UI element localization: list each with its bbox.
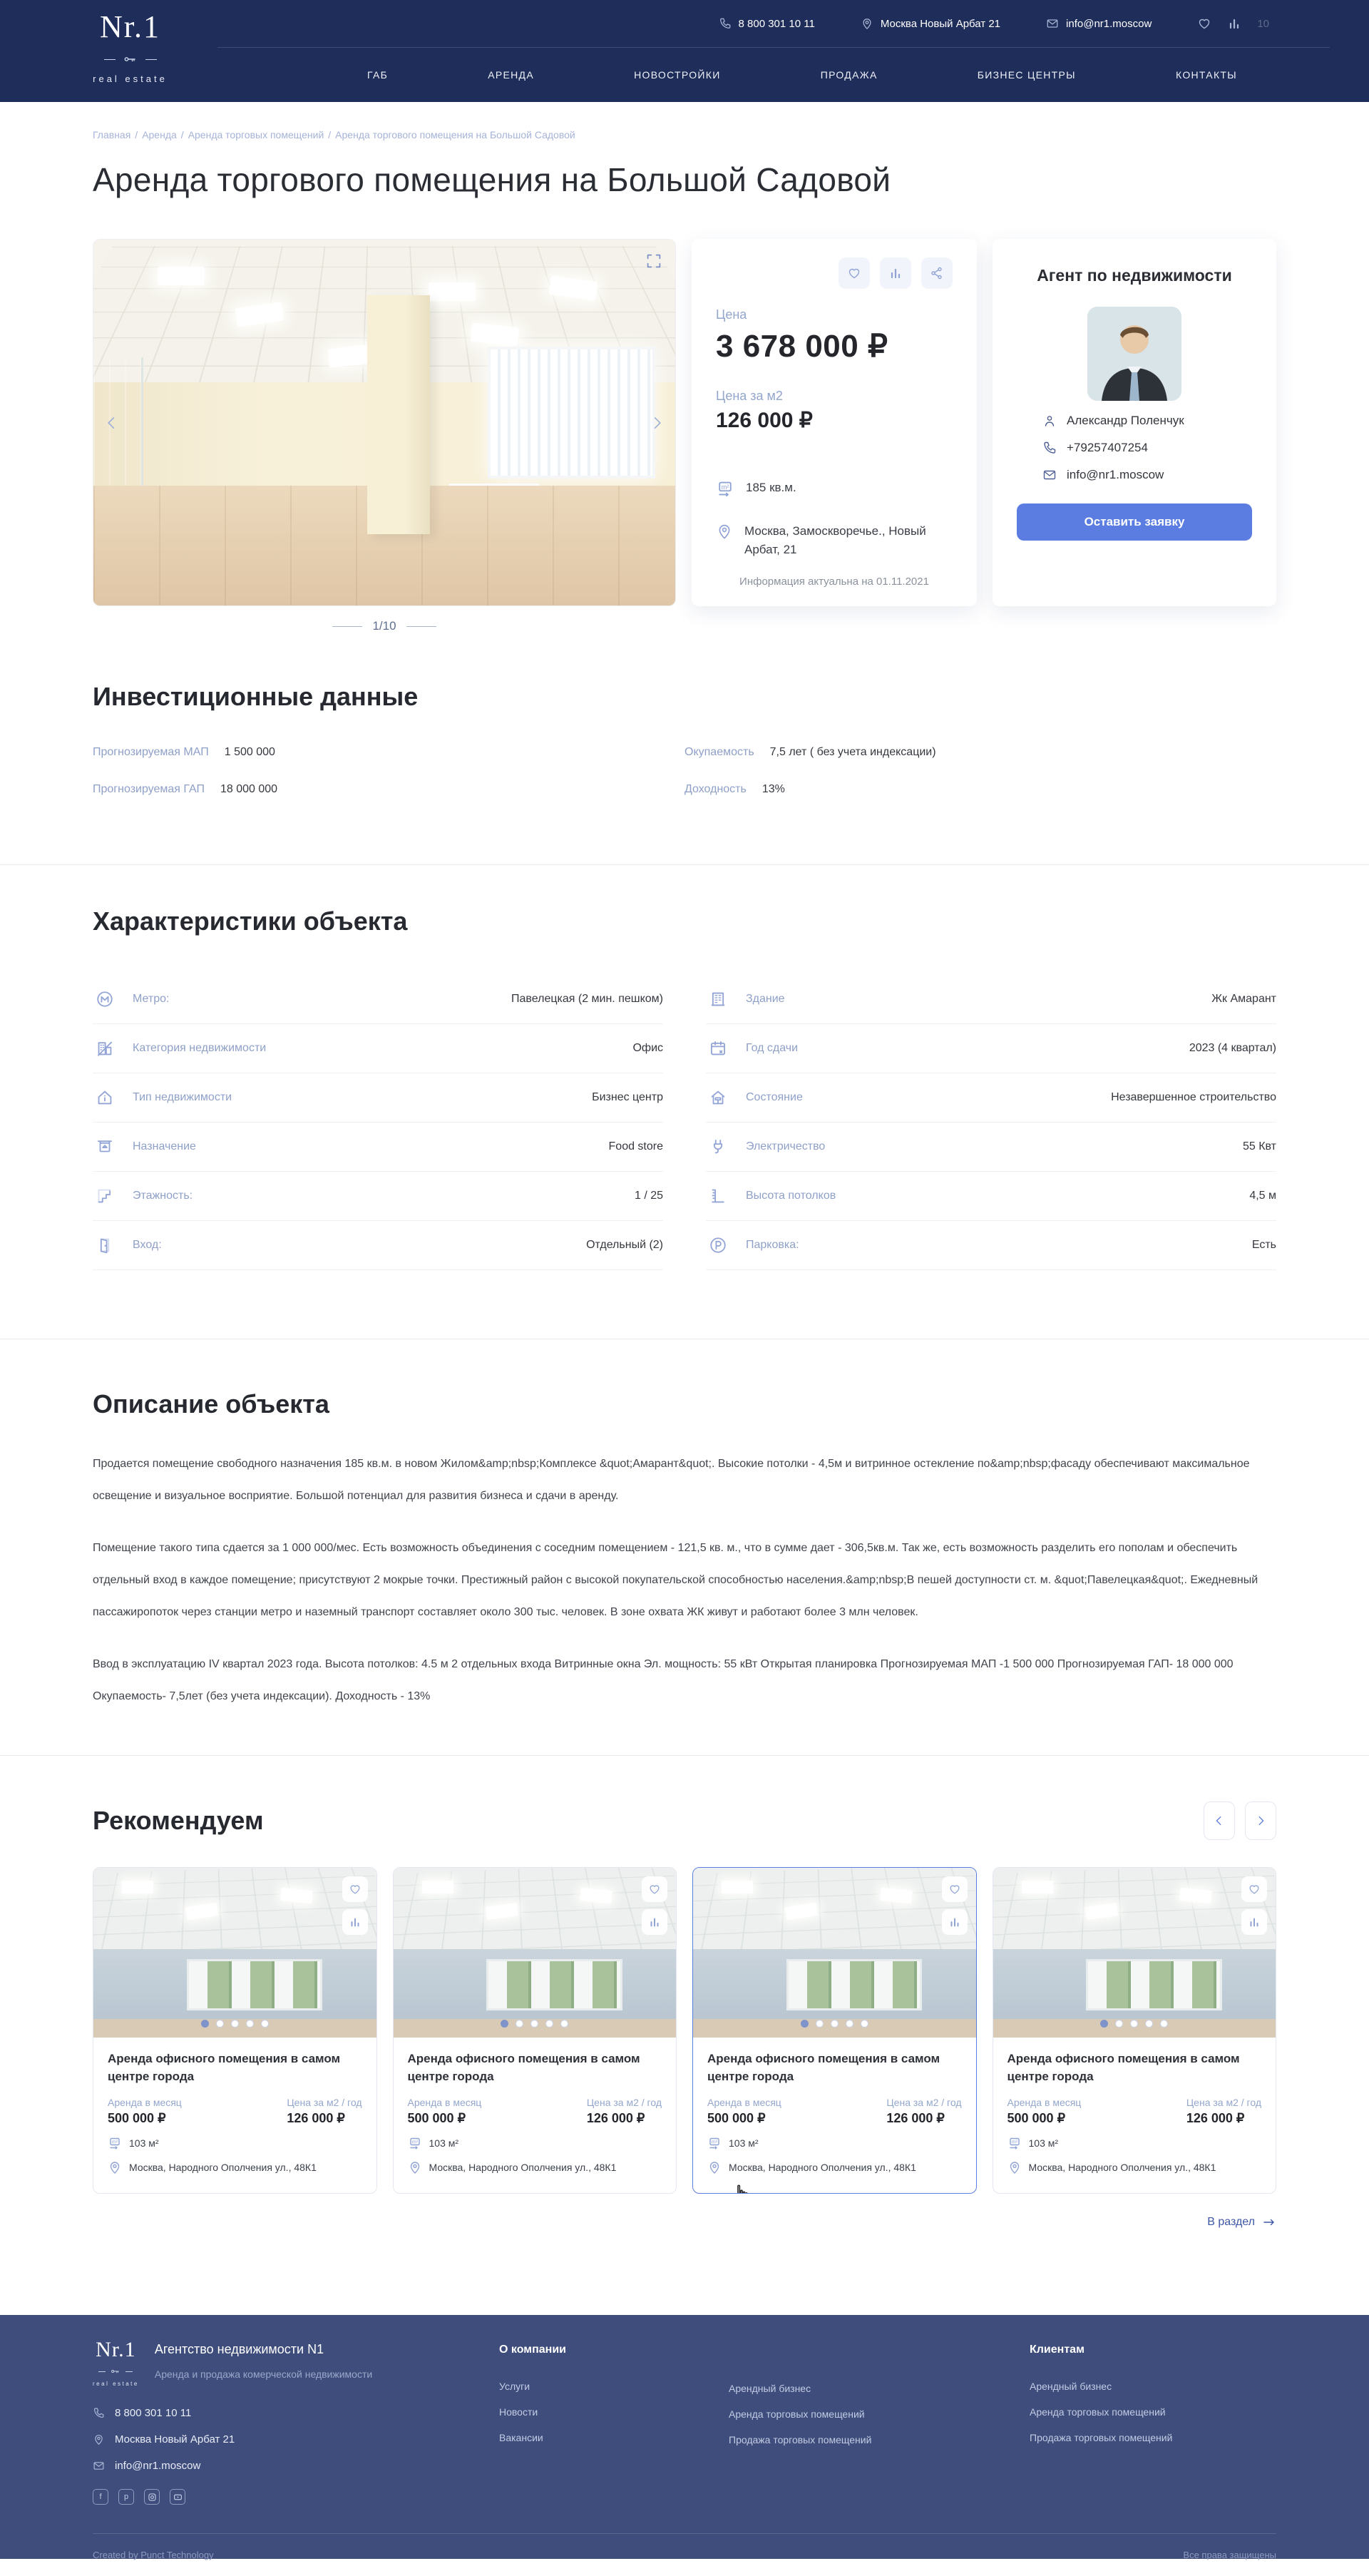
price-m2-value: 126 000 ₽ [716,409,813,432]
area-icon [408,2136,422,2150]
carousel-dot[interactable] [1130,2020,1138,2028]
char-row-condition: Состояние Незавершенное строительство [706,1073,1276,1123]
card-carousel-dots [693,2020,976,2028]
characteristics-section [0,864,1369,1339]
footer-link-rental-business[interactable]: Арендный бизнес [1030,2381,1112,2393]
person-icon [1042,414,1057,428]
char-row-building: Здание Жк Амарант [706,975,1276,1024]
footer-link-vacancies[interactable]: Вакансии [499,2432,543,2444]
gallery-next-button[interactable] [648,414,665,431]
footer-created-by: Created by Punct Technology [93,2550,214,2561]
card-carousel-dots [93,2020,376,2028]
card-photo [394,1868,677,2038]
agent-email-row[interactable]: info@nr1.moscow [1042,468,1252,482]
header-phone[interactable]: 8 800 301 10 11 [719,17,815,30]
heart-icon [948,1883,961,1896]
request-button[interactable]: Оставить заявку [1017,504,1252,541]
nav-item-arenda[interactable]: АРЕНДА [488,69,534,81]
location-icon [861,17,873,30]
ceiling-height-icon [709,1187,727,1205]
card-carousel-dots [993,2020,1276,2028]
card-title: Аренда офисного помещения в самом центре города [108,2052,341,2083]
recommended-card[interactable]: Аренда офисного помещения в самом центре города Аренда в месяц 500 000 ₽ Цена за м2 / год 126 000 ₽ m² 103 м² Москва, Народного Ополчения ул., 48К1 [93,1867,377,2194]
carousel-dot[interactable] [231,2020,239,2028]
nav-item-gab[interactable]: ГАБ [367,69,389,81]
investment-map: Прогнозируемая МАП 1 500 000 [93,746,275,758]
svg-text:m²: m² [411,2140,418,2145]
footer-email[interactable]: info@nr1.moscow [93,2460,499,2472]
carousel-dot[interactable] [1160,2020,1168,2028]
signboard-icon [96,1138,114,1156]
chart-bars-icon [888,266,903,280]
mail-icon [1042,468,1057,482]
card-carousel-dots [394,2020,677,2028]
footer-link-rent-retail[interactable]: Аренда торговых помещений [1030,2406,1166,2418]
nav-item-novostroyki[interactable]: НОВОСТРОЙКИ [634,69,721,81]
footer-column-about: О компании Услуги Новости Вакансии [499,2344,566,2444]
agent-phone-row[interactable]: +79257407254 [1042,441,1252,455]
door-icon [96,1236,114,1254]
card-favorite-button[interactable] [642,1876,667,1902]
char-row-entrance: Вход: Отдельный (2) [93,1221,663,1270]
area-icon [716,479,734,498]
recommended-card-hovered[interactable]: Аренда офисного помещения в самом центре города Аренда в месяц 500 000 ₽ Цена за м2 / год 126 000 ₽ m² 103 м² Москва, Народного Ополчения ул., 48К1 [692,1867,977,2194]
compare-icon[interactable] [1227,16,1241,31]
recommended-prev-button[interactable] [1204,1801,1235,1840]
footer-link-rental-business[interactable]: Арендный бизнес [729,2383,811,2395]
card-area-row: m² 103 м² [408,2136,662,2150]
carousel-dot[interactable] [1100,2020,1108,2028]
price-m2-label: Цена за м2 [716,389,783,403]
char-row-parking: Парковка: Есть [706,1221,1276,1270]
char-row-metro: Метро: Павелецкая (2 мин. пешком) [93,975,663,1024]
heart-icon [847,266,861,280]
card-compare-button[interactable] [942,1909,968,1935]
carousel-dot[interactable] [530,2020,538,2028]
card-favorite-button[interactable] [942,1876,968,1902]
heart-icon [648,1883,661,1896]
location-icon [716,523,733,540]
condition-icon [709,1088,727,1107]
site-footer [0,2315,1369,2559]
main-nav [217,48,1330,102]
header-email[interactable]: info@nr1.moscow [1046,17,1152,30]
char-row-electricity: Электричество 55 Квт [706,1123,1276,1172]
card-area-row: m² 103 м² [1007,2136,1262,2150]
pinterest-icon[interactable]: p [118,2489,134,2505]
agent-photo [1087,307,1181,401]
breadcrumb: Главная / Аренда / Аренда торговых помещений / Аренда торгового помещения на Большой Садовой [93,129,575,140]
header-address: Москва Новый Арбат 21 [861,17,1000,30]
footer-address: Москва Новый Арбат 21 [93,2433,499,2445]
chart-bars-icon [349,1916,362,1928]
heart-icon [349,1883,362,1896]
location-icon [93,2433,105,2445]
card-title: Аренда офисного помещения в самом центре города [707,2052,940,2083]
nav-item-prodazha[interactable]: ПРОДАЖА [820,69,878,81]
area-icon [707,2136,722,2150]
recommended-card[interactable]: Аренда офисного помещения в самом центре города Аренда в месяц 500 000 ₽ Цена за м2 / год 126 000 ₽ m² 103 м² Москва, Народного Ополчения ул., 48К1 [993,1867,1277,2194]
carousel-dot[interactable] [201,2020,209,2028]
location-icon [408,2160,422,2174]
facebook-icon[interactable]: f [93,2489,108,2505]
chart-bars-icon [1248,1916,1261,1928]
gallery-photo[interactable] [93,239,676,606]
card-photo [993,1868,1276,2038]
carousel-dot[interactable] [261,2020,269,2028]
phone-icon [1042,441,1057,455]
investment-yield: Доходность 13% [684,783,785,795]
logo[interactable] [53,0,207,102]
footer-agency-subtitle: Аренда и продажа комерческой недвижимости [154,2368,373,2381]
topbar [217,0,1330,48]
footer-agency-title: Агентство недвижимости N1 [154,2342,324,2357]
card-compare-button[interactable] [642,1909,667,1935]
metro-icon [96,990,114,1008]
nav-item-business-centers[interactable]: БИЗНЕС ЦЕНТРЫ [977,69,1076,81]
compare-button[interactable] [880,257,911,289]
stairs-icon [96,1187,114,1205]
gallery-column [93,239,676,633]
key-icon [53,52,207,66]
carousel-dot[interactable] [246,2020,254,2028]
price-value: 3 678 000 ₽ [716,329,888,364]
footer-column-clients: Клиентам Арендный бизнес Аренда торговых помещений Продажа торговых помещений [1030,2344,1173,2444]
footer-rights: Все права защищены [1183,2550,1276,2561]
card-address-row: Москва, Народного Ополчения ул., 48К1 [108,2160,362,2174]
investment-title: Инвестиционные данные [93,682,419,711]
location-icon [1007,2160,1022,2174]
svg-text:m²: m² [721,483,729,491]
youtube-icon[interactable] [170,2489,185,2505]
logo-subtitle: real estate [93,73,168,84]
phone-icon [719,17,732,30]
breadcrumb-retail[interactable]: Аренда торговых помещений [188,129,324,140]
card-address-row: Москва, Народного Ополчения ул., 48К1 [1007,2160,1262,2174]
compare-count: 10 [1257,17,1269,30]
site-header [0,0,1369,102]
card-area-row: m² 103 м² [707,2136,962,2150]
footer-link-rent-retail[interactable]: Аренда торговых помещений [729,2408,865,2421]
footer-link-sale-retail[interactable]: Продажа торговых помещений [1030,2432,1173,2444]
carousel-dot[interactable] [516,2020,523,2028]
area-icon [108,2136,122,2150]
share-button[interactable] [921,257,953,289]
electricity-icon [709,1138,727,1156]
footer-logo[interactable]: Nr.1 real estate [93,2338,139,2388]
footer-link-sale-retail[interactable]: Продажа торговых помещений [729,2434,872,2446]
svg-text:m²: m² [111,2140,118,2145]
area-icon [1007,2136,1022,2150]
arrow-right-icon [1262,2215,1276,2229]
agent-card-title: Агент по недвижимости [1037,266,1232,285]
carousel-dot[interactable] [501,2020,508,2028]
footer-brand [93,2338,499,2387]
char-row-category: Категория недвижимости Офис [93,1024,663,1073]
footer-socials [93,2489,499,2505]
card-address-row: Москва, Народного Ополчения ул., 48К1 [707,2160,962,2174]
calendar-icon [709,1039,727,1058]
char-row-floors: Этажность: 1 / 25 [93,1172,663,1221]
mail-icon [1046,17,1059,30]
recommended-next-button[interactable] [1245,1801,1276,1840]
carousel-dot[interactable] [816,2020,824,2028]
instagram-icon[interactable] [144,2489,160,2505]
mail-icon [93,2460,105,2472]
investment-section [93,633,1276,864]
card-compare-button[interactable] [342,1909,368,1935]
carousel-dot[interactable] [1115,2020,1123,2028]
agent-name-row: Александр Поленчук [1042,414,1252,428]
chart-bars-icon [948,1916,961,1928]
characteristics-title: Характеристики объекта [93,906,408,936]
footer-link-services[interactable]: Услуги [499,2381,530,2393]
location-icon [108,2160,122,2174]
breadcrumb-current: Аренда торгового помещения на Большой Садовой [335,129,575,140]
footer-link-news[interactable]: Новости [499,2406,538,2418]
location-icon [707,2160,722,2174]
description-title: Описание объекта [93,1389,329,1419]
characteristics-left-column [93,975,663,1270]
svg-text:m²: m² [711,2140,718,2145]
office-photo [93,240,675,605]
card-favorite-button[interactable] [342,1876,368,1902]
char-row-year: Год сдачи 2023 (4 квартал) [706,1024,1276,1073]
carousel-dot[interactable] [831,2020,839,2028]
gallery-prev-button[interactable] [103,414,121,431]
page-title: Аренда торгового помещения на Большой Садовой [93,161,891,198]
breadcrumb-arenda[interactable]: Аренда [142,129,177,140]
carousel-dot[interactable] [1145,2020,1153,2028]
carousel-dot[interactable] [861,2020,868,2028]
card-photo [93,1868,376,2038]
key-icon [93,2366,139,2376]
description-section [0,1339,1369,1756]
card-title: Аренда офисного помещения в самом центре города [1007,2052,1240,2083]
gallery-pagination: 1/10 [93,619,676,633]
price-label: Цена [716,307,747,322]
footer-phone[interactable]: 8 800 301 10 11 [93,2407,499,2419]
card-compare-button[interactable] [1241,1909,1267,1935]
char-row-type: Тип недвижимости Бизнес центр [93,1073,663,1123]
area-row: m² 185 кв.м. [716,479,953,498]
price-card [692,239,977,606]
nav-item-contacts[interactable]: КОНТАКТЫ [1176,69,1237,81]
fullscreen-icon[interactable] [645,252,662,270]
carousel-dot[interactable] [545,2020,553,2028]
favorites-icon[interactable] [1197,16,1211,31]
carousel-dot[interactable] [216,2020,224,2028]
description-paragraph: Ввод в эксплуатацию IV квартал 2023 года. Высота потолков: 4.5 м 2 отдельных входа Витринные окна Эл. мощность: 55 кВт Открытая планировка Прогнозируемая МАП -1 500 000 Прогнозируемая ГАП- 18 000 000 Окупаемость- 7,5лет (без учета индексации). Доходность - 13% [93,1658,1234,1702]
phone-icon [93,2407,105,2419]
recommended-title: Рекомендуем [93,1806,264,1835]
char-row-ceiling: Высота потолков 4,5 м [706,1172,1276,1221]
investment-payback: Окупаемость 7,5 лет ( без учета индексации) [684,746,936,758]
parking-icon [709,1236,727,1254]
card-photo [693,1868,976,2038]
chart-bars-icon [648,1916,661,1928]
description-paragraph: Помещение такого типа сдается за 1 000 000/мес. Есть возможность объединения с соседним помещением - 121,5 кв. м., что в сумме дает - 306,5кв.м. Так же, есть возможность разделить его пополам и обеспечить отдельный вход в каждое помещение; присутствуют 2 мокрые точки. Престижный район с высокой покупательской способностью населения.&amp;nbsp;В пешей доступности ст. м. &quot;Павелецкая&quot;. Ежедневный пассажиропоток через станции метро и наземный транспорт составляет около 300 тыс. человек. В зоне охвата ЖК живут и работают более 3 млн человек. [93,1542,1258,1618]
carousel-dot[interactable] [846,2020,853,2028]
char-row-purpose: Назначение Food store [93,1123,663,1172]
house-icon [96,1088,114,1107]
card-address-row: Москва, Народного Ополчения ул., 48К1 [408,2160,662,2174]
characteristics-right-column [706,975,1276,1270]
footer-column-middle [729,2338,1030,2505]
category-icon [96,1039,114,1058]
heart-icon [1248,1883,1261,1896]
share-icon [930,266,944,280]
to-section-link[interactable]: В раздел [1207,2215,1276,2229]
building-icon [709,990,727,1008]
card-area-row: m² 103 м² [108,2136,362,2150]
card-title: Аренда офисного помещения в самом центре города [407,2052,640,2083]
agent-card [993,239,1276,606]
logo-title: Nr.1 [100,9,160,44]
svg-text:m²: m² [1011,2140,1017,2145]
breadcrumb-home[interactable]: Главная [93,129,131,140]
card-favorite-button[interactable] [1241,1876,1267,1902]
recommended-card[interactable]: Аренда офисного помещения в самом центре города Аренда в месяц 500 000 ₽ Цена за м2 / год 126 000 ₽ m² 103 м² Москва, Народного Ополчения ул., 48К1 [393,1867,677,2194]
carousel-dot[interactable] [801,2020,809,2028]
recommended-section [0,1756,1369,2315]
description-paragraph: Продается помещение свободного назначения 185 кв.м. в новом Жилом&amp;nbsp;Комплексе &quot;Амарант&quot;. Высокие потолки - 4,5м и витринное остекление по&amp;nbsp;фасаду обеспечивают максимальное освещение и визуальное восприятие. Большой потенциал для развития бизнеса и сдачи в аренду. [93,1458,1250,1502]
carousel-dot[interactable] [560,2020,568,2028]
address-row: Москва, Замоскворечье., Новый Арбат, 21 [716,522,953,558]
favorite-button[interactable] [839,257,870,289]
updated-note: Информация актуальна на 01.11.2021 [739,576,929,588]
investment-gap: Прогнозируемая ГАП 18 000 000 [93,783,278,795]
